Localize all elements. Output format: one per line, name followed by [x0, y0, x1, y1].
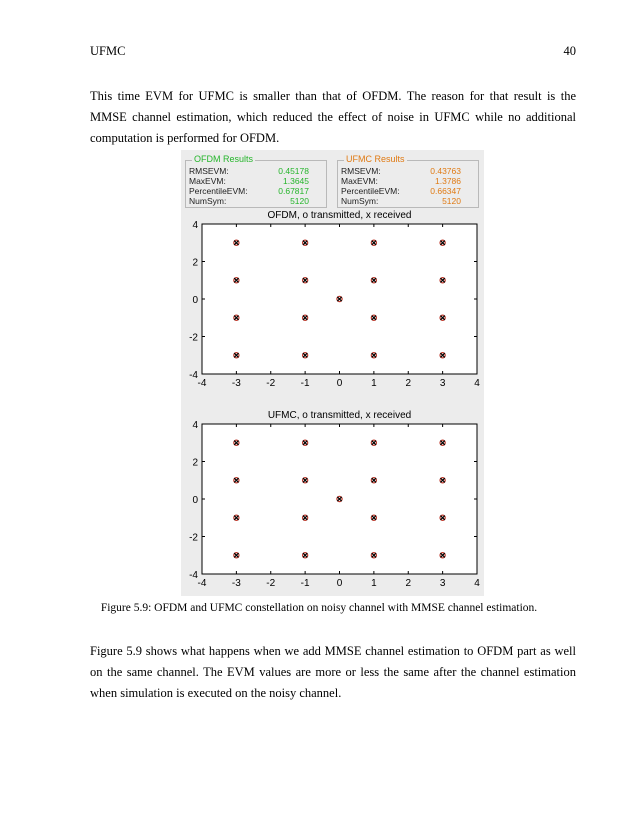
ofdm-ytick-label: 4 — [192, 220, 198, 231]
row-label: PercentileEVM: — [341, 186, 400, 196]
ufmc-row-numsym — [341, 196, 475, 206]
constellation-plots — [181, 206, 484, 596]
ufmc-row-percentileevm — [341, 186, 475, 196]
ufmc-row-rmsevm — [341, 166, 475, 176]
ofdm-xtick-label: -2 — [266, 378, 276, 389]
row-value: 1.3645 — [283, 176, 309, 186]
row-label: NumSym: — [189, 196, 227, 206]
row-value: 0.45178 — [278, 166, 309, 176]
ofdm-xtick-label: -4 — [197, 378, 207, 389]
ofdm-row-rmsevm — [189, 166, 323, 176]
ofdm-plot-title: OFDM, o transmitted, x received — [267, 210, 412, 221]
row-value: 0.43763 — [430, 166, 461, 176]
ufmc-xtick-label: -3 — [231, 578, 241, 589]
ofdm-xtick-label: 3 — [439, 378, 446, 389]
ufmc-xtick-label: 1 — [371, 578, 377, 589]
ofdm-results-panel — [185, 154, 327, 208]
ufmc-xtick-label: -1 — [300, 578, 310, 589]
ofdm-row-percentileevm — [189, 186, 323, 196]
running-header: UFMC — [90, 44, 126, 58]
ufmc-ytick-label: 2 — [192, 457, 198, 469]
ufmc-xtick-label: 0 — [336, 578, 343, 589]
ofdm-xtick-label: 4 — [474, 378, 480, 389]
ufmc-plot-title: UFMC, o transmitted, x received — [267, 410, 412, 421]
results-panels — [181, 150, 484, 210]
ufmc-ytick-label: -2 — [189, 532, 198, 544]
row-label: RMSEVM: — [189, 166, 229, 176]
row-value: 0.66347 — [430, 186, 461, 196]
ofdm-xtick-label: -1 — [300, 378, 310, 389]
ofdm-ytick-label: 2 — [192, 257, 198, 269]
row-label: NumSym: — [341, 196, 379, 206]
ufmc-xtick-label: 3 — [439, 578, 446, 589]
ofdm-xtick-label: 2 — [405, 378, 412, 389]
row-value: 5120 — [290, 196, 309, 206]
ofdm-row-numsym — [189, 196, 323, 206]
ofdm-xtick-label: -3 — [231, 378, 241, 389]
ufmc-ytick-label: 4 — [192, 420, 198, 431]
ofdm-row-maxevm — [189, 176, 323, 186]
row-label: PercentileEVM: — [189, 186, 248, 196]
row-label: MaxEVM: — [189, 176, 226, 186]
ufmc-xtick-label: -4 — [197, 578, 207, 589]
ufmc-xtick-label: 2 — [405, 578, 412, 589]
body-paragraph-2: Figure 5.9 shows what happens when we add MMSE channel estimation to OFDM part as well on the same channel. The EVM values are more or less the same after the channel estimation when simulation is executed on the noisy channel. — [90, 644, 576, 700]
page-number: 40 — [563, 44, 576, 58]
figure-5-9 — [181, 150, 484, 596]
ofdm-ytick-label: -4 — [189, 370, 198, 381]
row-value: 5120 — [442, 196, 461, 206]
ufmc-xtick-label: 4 — [474, 578, 480, 589]
ofdm-xtick-label: 1 — [371, 378, 377, 389]
ufmc-xtick-label: -2 — [266, 578, 276, 589]
ofdm-results-title: OFDM Results — [194, 154, 254, 164]
ofdm-xtick-label: 0 — [336, 378, 343, 389]
ufmc-results-title: UFMC Results — [346, 154, 405, 164]
row-label: MaxEVM: — [341, 176, 378, 186]
row-value: 1.3786 — [435, 176, 461, 186]
row-label: RMSEVM: — [341, 166, 381, 176]
ufmc-row-maxevm — [341, 176, 475, 186]
ufmc-ytick-label: -4 — [189, 570, 198, 581]
ofdm-ytick-label: -2 — [189, 332, 198, 344]
figure-caption: Figure 5.9: OFDM and UFMC constellation on noisy channel with MMSE channel estimation. — [100, 602, 538, 614]
body-paragraph-1: This time EVM for UFMC is smaller than that of OFDM. The reason for that result is the MMSE channel estimation, which reduced the effect of noise in UFMC while no additional computation is performed for OFDM. — [90, 89, 576, 145]
ufmc-results-panel — [337, 154, 479, 208]
ufmc-ytick-label: 0 — [192, 495, 198, 506]
row-value: 0.67817 — [278, 186, 309, 196]
ofdm-ytick-label: 0 — [192, 295, 198, 306]
